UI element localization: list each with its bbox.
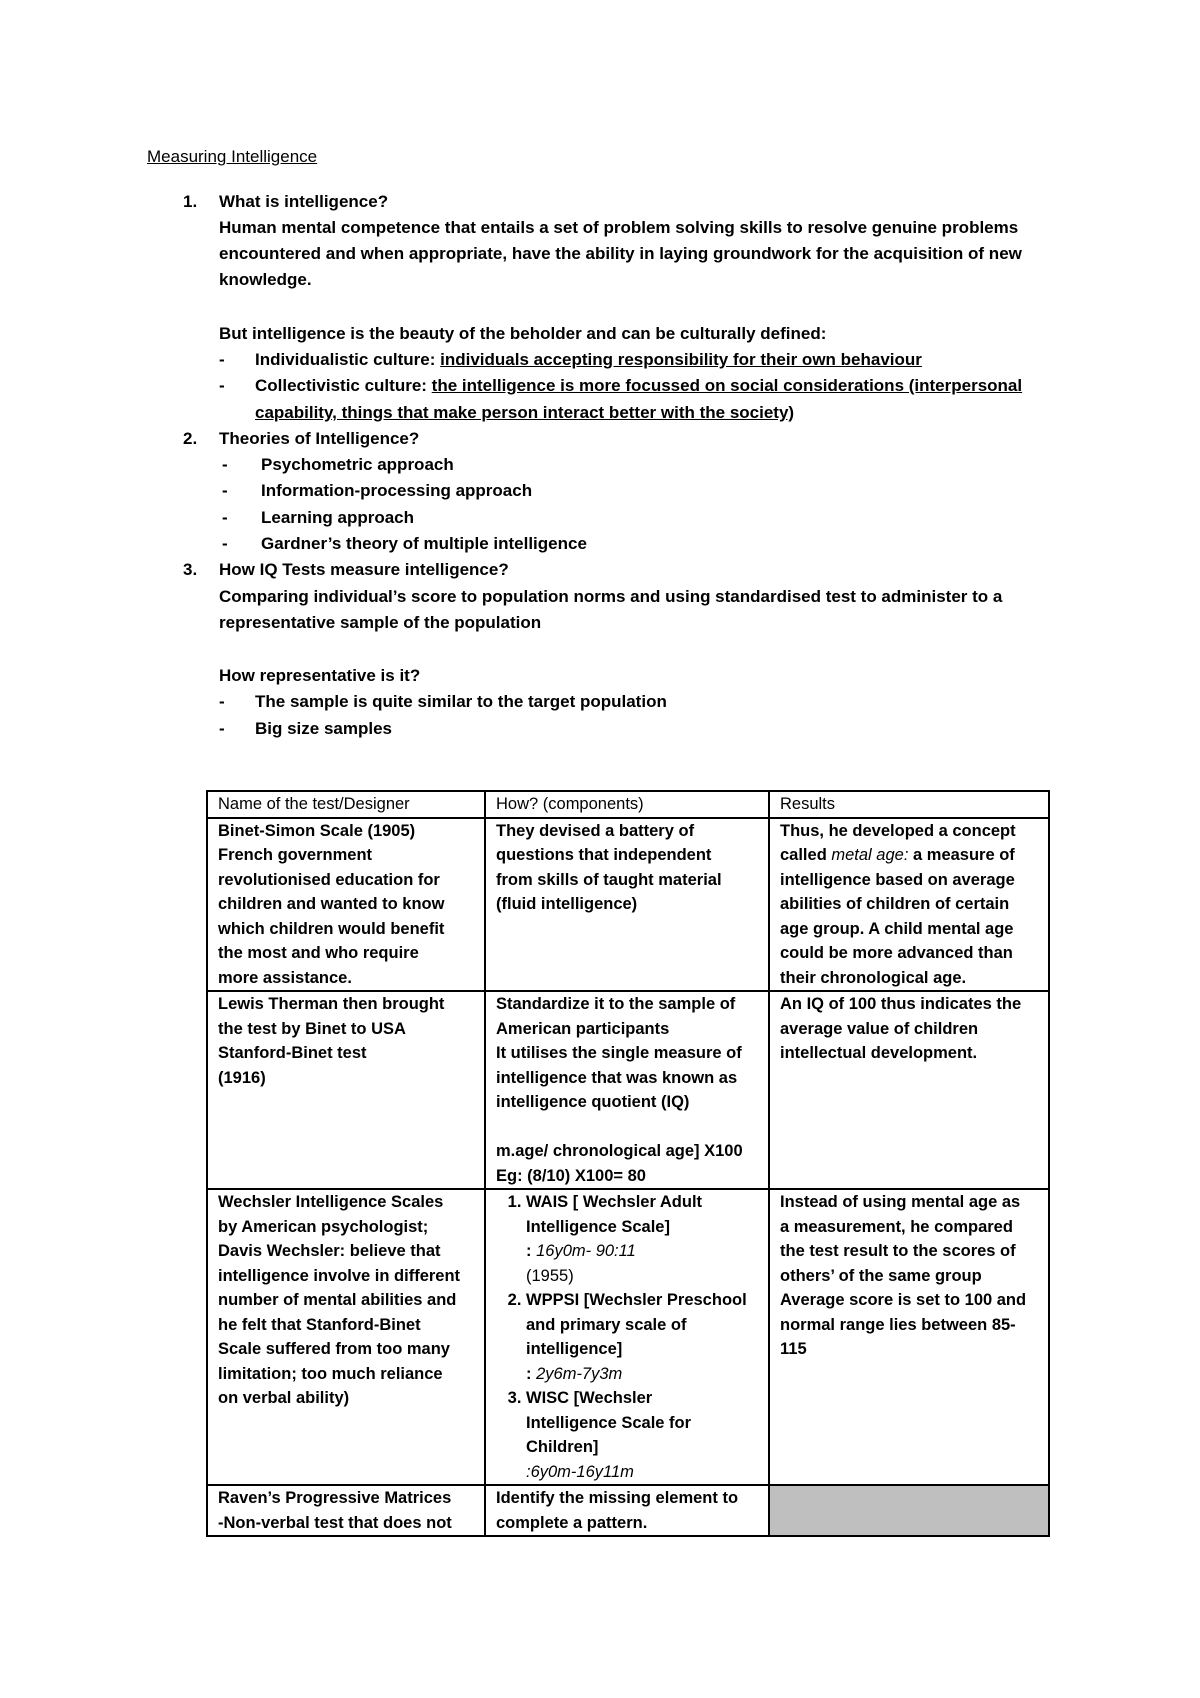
wechsler-scale-item	[526, 1190, 758, 1288]
cell-text: a measure of	[908, 846, 1015, 864]
bullet-label: Individualistic culture:	[255, 350, 441, 369]
bullet-dash: -	[222, 455, 228, 474]
theory-item: Information-processing approach	[261, 481, 533, 500]
representative-heading: How representative is it?	[219, 666, 421, 685]
cell-line: American participants	[496, 1019, 670, 1038]
cell-line: An IQ of 100 thus indicates the	[780, 995, 1022, 1013]
table-cell	[485, 991, 769, 1189]
cell-line: Scale suffered from too many	[218, 1340, 450, 1358]
cell-line: Wechsler Intelligence Scales	[218, 1193, 444, 1211]
cell-line	[780, 843, 1038, 868]
bullet-dash: -	[219, 376, 225, 395]
cell-line: the test result to the scores of	[780, 1242, 1016, 1260]
intelligence-tests-table	[206, 790, 1050, 1537]
cell-line: (1916)	[218, 1068, 266, 1087]
wechsler-scales-list	[496, 1190, 758, 1484]
bullet-collectivistic-cont: capability, things that make person interact better with the society)	[255, 403, 795, 422]
cell-line: age group. A child mental age	[780, 919, 1014, 938]
header-cell: How? (components)	[485, 791, 769, 818]
cell-line: number of mental abilities and	[218, 1291, 457, 1309]
cell-line: the most and who require	[218, 944, 419, 962]
bullet-individualistic	[255, 347, 1045, 374]
table-cell	[207, 991, 485, 1189]
cell-line: Thus, he developed a concept	[780, 821, 1016, 840]
section-1-number: 1.	[183, 192, 198, 211]
cell-line: Lewis Therman then brought	[218, 995, 445, 1013]
cell-line: Standardize it to the sample of	[496, 995, 736, 1013]
section-3-text-1: Comparing individual’s score to population norms and using standardised test to administer to a	[219, 587, 1003, 606]
cell-line	[526, 1239, 758, 1264]
table-cell	[769, 991, 1049, 1189]
cell-line: They devised a battery of	[496, 821, 695, 840]
cell-line: Davis Wechsler: believe that	[218, 1242, 441, 1260]
section-3-heading: How IQ Tests measure intelligence?	[219, 560, 509, 579]
bullet-text: individuals accepting responsibility for their own behaviour	[440, 350, 922, 369]
table-row	[207, 991, 1049, 1189]
cell-line: abilities of children of certain	[780, 895, 1010, 913]
wechsler-scale-item	[526, 1386, 758, 1484]
metal-age-term: metal age:	[831, 846, 909, 864]
cell-text: called	[780, 846, 832, 864]
bullet-collectivistic	[255, 373, 1045, 400]
cell-line: questions that independent	[496, 846, 712, 864]
table-row	[207, 818, 1049, 992]
cell-line: could be more advanced than	[780, 944, 1013, 962]
empty-shaded-cell	[769, 1485, 1049, 1536]
cell-line: Instead of using mental age as	[780, 1193, 1021, 1211]
table-cell	[485, 1485, 769, 1536]
cell-line: 3. WISC [Wechsler	[526, 1389, 653, 1407]
cell-line: Identify the missing element to	[496, 1489, 739, 1507]
page-title: Measuring Intelligence	[147, 147, 318, 166]
bullet-dash: -	[219, 692, 225, 711]
table-cell	[207, 818, 485, 992]
cell-line: more assistance.	[218, 968, 352, 987]
cell-line: intelligence based on average	[780, 870, 1015, 889]
definition-line-2: encountered and when appropriate, have the ability in laying groundwork for the acquisition of new	[219, 244, 1022, 263]
cell-line	[526, 1362, 758, 1387]
cell-line: by American psychologist;	[218, 1217, 429, 1236]
representative-item: Big size samples	[255, 719, 393, 738]
cell-line: he felt that Stanford-Binet	[218, 1315, 421, 1334]
bullet-dash: -	[219, 719, 225, 738]
section-3-text-2: representative sample of the population	[219, 613, 542, 632]
table-cell	[207, 1485, 485, 1536]
iq-example: Eg: (8/10) X100= 80	[496, 1166, 646, 1185]
wechsler-scale-item	[526, 1288, 758, 1386]
cell-line: intellectual development.	[780, 1044, 978, 1062]
theory-item: Psychometric approach	[261, 455, 454, 474]
bullet-dash: -	[222, 534, 228, 553]
cell-line: Intelligence Scale]	[526, 1217, 670, 1236]
cell-line: intelligence that was known as	[496, 1068, 738, 1087]
cell-line: Intelligence Scale for	[526, 1413, 692, 1432]
theory-item: Learning approach	[261, 508, 415, 527]
bullet-text: the intelligence is more focussed on social considerations (interpersonal	[431, 376, 1023, 395]
cell-line: intelligence involve in different	[218, 1266, 461, 1285]
cell-line: and primary scale of	[526, 1315, 687, 1334]
theory-item: Gardner’s theory of multiple intelligence	[261, 534, 587, 553]
cell-line: complete a pattern.	[496, 1513, 648, 1532]
age-range: 16y0m- 90:11	[536, 1242, 636, 1260]
table-header-row	[207, 791, 1049, 818]
age-range: 2y6m-7y3m	[536, 1364, 623, 1383]
cell-line: a measurement, he compared	[780, 1217, 1013, 1236]
cell-line: on verbal ability)	[218, 1389, 350, 1407]
cell-line: children and wanted to know	[218, 895, 445, 913]
cell-line: Children]	[526, 1438, 599, 1456]
cell-line: French government	[218, 846, 373, 864]
table-cell	[769, 818, 1049, 992]
bullet-dash: -	[222, 481, 228, 500]
section-3-number: 3.	[183, 560, 198, 579]
cell-text: :	[526, 1242, 537, 1260]
definition-line-3: knowledge.	[219, 270, 312, 289]
definition-line-1: Human mental competence that entails a set of problem solving skills to resolve genuine problems	[219, 218, 1019, 237]
cell-line: Stanford-Binet test	[218, 1044, 367, 1062]
table-cell	[769, 1189, 1049, 1485]
cell-line: (fluid intelligence)	[496, 895, 638, 913]
culture-intro: But intelligence is the beauty of the beholder and can be culturally defined:	[219, 324, 827, 343]
cell-line: revolutionised education for	[218, 870, 440, 889]
cell-line: Binet-Simon Scale (1905)	[218, 821, 416, 840]
cell-line: It utilises the single measure of	[496, 1044, 742, 1062]
cell-line: average value of children	[780, 1019, 979, 1038]
bullet-dash: -	[222, 508, 228, 527]
bullet-label: Collectivistic culture:	[255, 376, 432, 395]
cell-line: intelligence]	[526, 1340, 623, 1358]
cell-line: -Non-verbal test that does not	[218, 1513, 452, 1532]
header-cell: Results	[769, 791, 1049, 818]
cell-line: limitation; too much reliance	[218, 1364, 443, 1383]
section-2-heading: Theories of Intelligence?	[219, 429, 420, 448]
cell-text: :	[526, 1364, 537, 1383]
cell-line: 2. WPPSI [Wechsler Preschool	[526, 1291, 747, 1309]
header-cell: Name of the test/Designer	[207, 791, 485, 818]
cell-line: from skills of taught material	[496, 870, 722, 889]
table-cell	[485, 1189, 769, 1485]
table-cell	[207, 1189, 485, 1485]
age-range: :6y0m-16y11m	[526, 1462, 634, 1481]
cell-line: which children would benefit	[218, 919, 445, 938]
cell-line: 115	[780, 1340, 807, 1358]
cell-line: others’ of the same group	[780, 1266, 982, 1285]
cell-line: the test by Binet to USA	[218, 1019, 406, 1038]
cell-line: intelligence quotient (IQ)	[496, 1093, 690, 1111]
section-1-heading: What is intelligence?	[219, 192, 389, 211]
representative-item: The sample is quite similar to the target population	[255, 692, 667, 711]
table-cell	[485, 818, 769, 992]
iq-formula: m.age/ chronological age] X100	[496, 1142, 743, 1160]
cell-line: Raven’s Progressive Matrices	[218, 1489, 452, 1507]
section-2-number: 2.	[183, 429, 198, 448]
bullet-dash: -	[219, 350, 225, 369]
cell-line: Average score is set to 100 and	[780, 1291, 1027, 1309]
cell-line: 1. WAIS [ Wechsler Adult	[526, 1193, 703, 1211]
cell-line: their chronological age.	[780, 968, 967, 987]
cell-line: (1955)	[526, 1266, 574, 1285]
cell-line: normal range lies between 85-	[780, 1315, 1016, 1334]
table-row	[207, 1485, 1049, 1536]
table-row	[207, 1189, 1049, 1485]
